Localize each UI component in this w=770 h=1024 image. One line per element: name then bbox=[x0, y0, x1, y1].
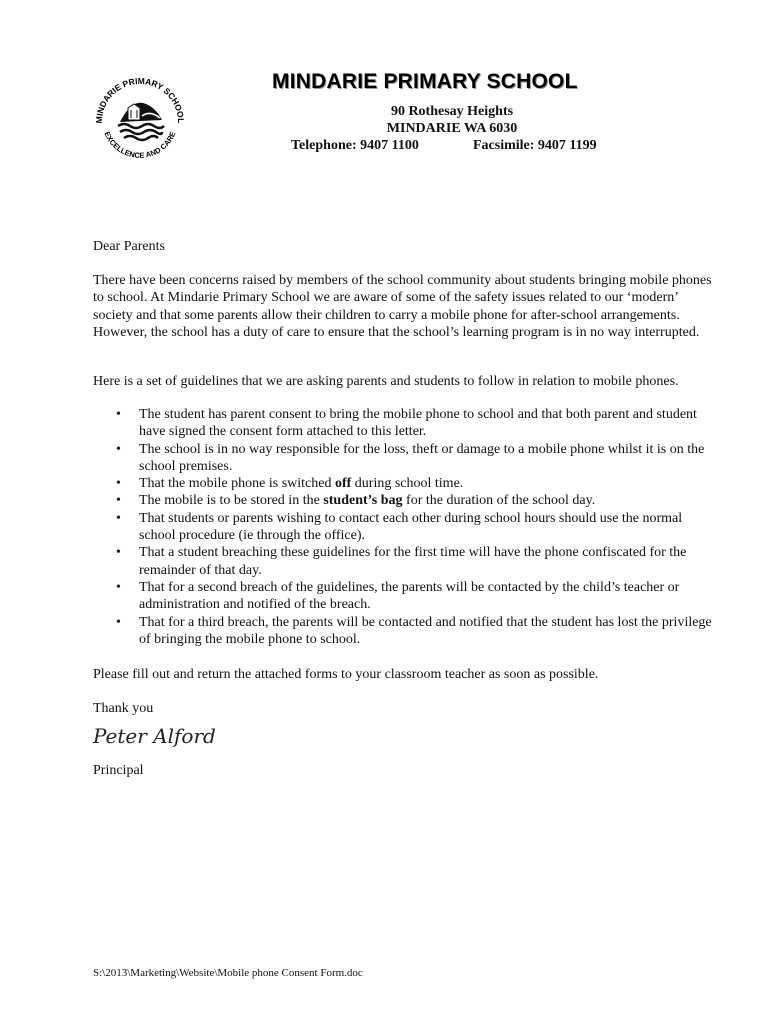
school-logo bbox=[90, 70, 190, 170]
facsimile: Facsimile: 9407 1199 bbox=[473, 138, 597, 153]
guideline-item: • That for a second breach of the guidelines, the parents will be contacted by the child’s teacher or administration and notified of the breach. bbox=[93, 579, 717, 614]
signer-title: Principal bbox=[93, 763, 144, 778]
salutation: Dear Parents bbox=[93, 239, 165, 254]
document-path-footer: S:\2013\Marketing\Website\Mobile phone Consent Form.doc bbox=[93, 967, 363, 979]
closing: Thank you bbox=[93, 701, 154, 716]
guideline-item: • The mobile is to be stored in the student’s bag for the duration of the school day. bbox=[93, 492, 717, 509]
logo-ring-bottom-text: EXCELLENCE AND CARE bbox=[102, 130, 178, 160]
guideline-item: • That a student breaching these guidelines for the first time will have the phone confiscated for the remainder of that day. bbox=[93, 544, 717, 579]
address-line-2: MINDARIE WA 6030 bbox=[386, 121, 518, 136]
address-line-1: 90 Rothesay Heights bbox=[390, 104, 514, 119]
intro-paragraph: There have been concerns raised by members of the school community about students bringing mobile phones to school. At Mindarie Primary School we are aware of some of the safety issues related to our ‘modern’ society and that some parents allow their children to carry a mobile phone for after-school arrangements. However, the school has a duty of care to ensure that the school’s learning program is in no way interrupted. bbox=[93, 273, 712, 340]
return-forms-paragraph: Please fill out and return the attached forms to your classroom teacher as soon as possible. bbox=[93, 667, 599, 682]
logo-ring-top-text: MINDARIE PRIMARY SCHOOL bbox=[93, 75, 187, 124]
guideline-item: • That for a third breach, the parents will be contacted and notified that the student has lost the privilege of bringing the mobile phone to school. bbox=[93, 614, 717, 649]
guidelines-intro: Here is a set of guidelines that we are asking parents and students to follow in relation to mobile phones. bbox=[93, 374, 679, 389]
telephone: Telephone: 9407 1100 bbox=[291, 138, 419, 153]
guideline-item: • That the mobile phone is switched off during school time. bbox=[93, 475, 717, 492]
school-name: MINDARIE PRIMARY SCHOOL bbox=[272, 70, 578, 93]
guideline-item: • The school is in no way responsible for the loss, theft or damage to a mobile phone whilst it is on the school premises. bbox=[93, 441, 717, 476]
guidelines-list bbox=[93, 406, 717, 648]
guideline-item: • That students or parents wishing to contact each other during school hours should use the normal school procedure (ie through the office). bbox=[93, 510, 717, 545]
signature: Peter Alford bbox=[93, 724, 216, 748]
guideline-item: • The student has parent consent to bring the mobile phone to school and that both parent and student have signed the consent form attached to this letter. bbox=[93, 406, 717, 441]
